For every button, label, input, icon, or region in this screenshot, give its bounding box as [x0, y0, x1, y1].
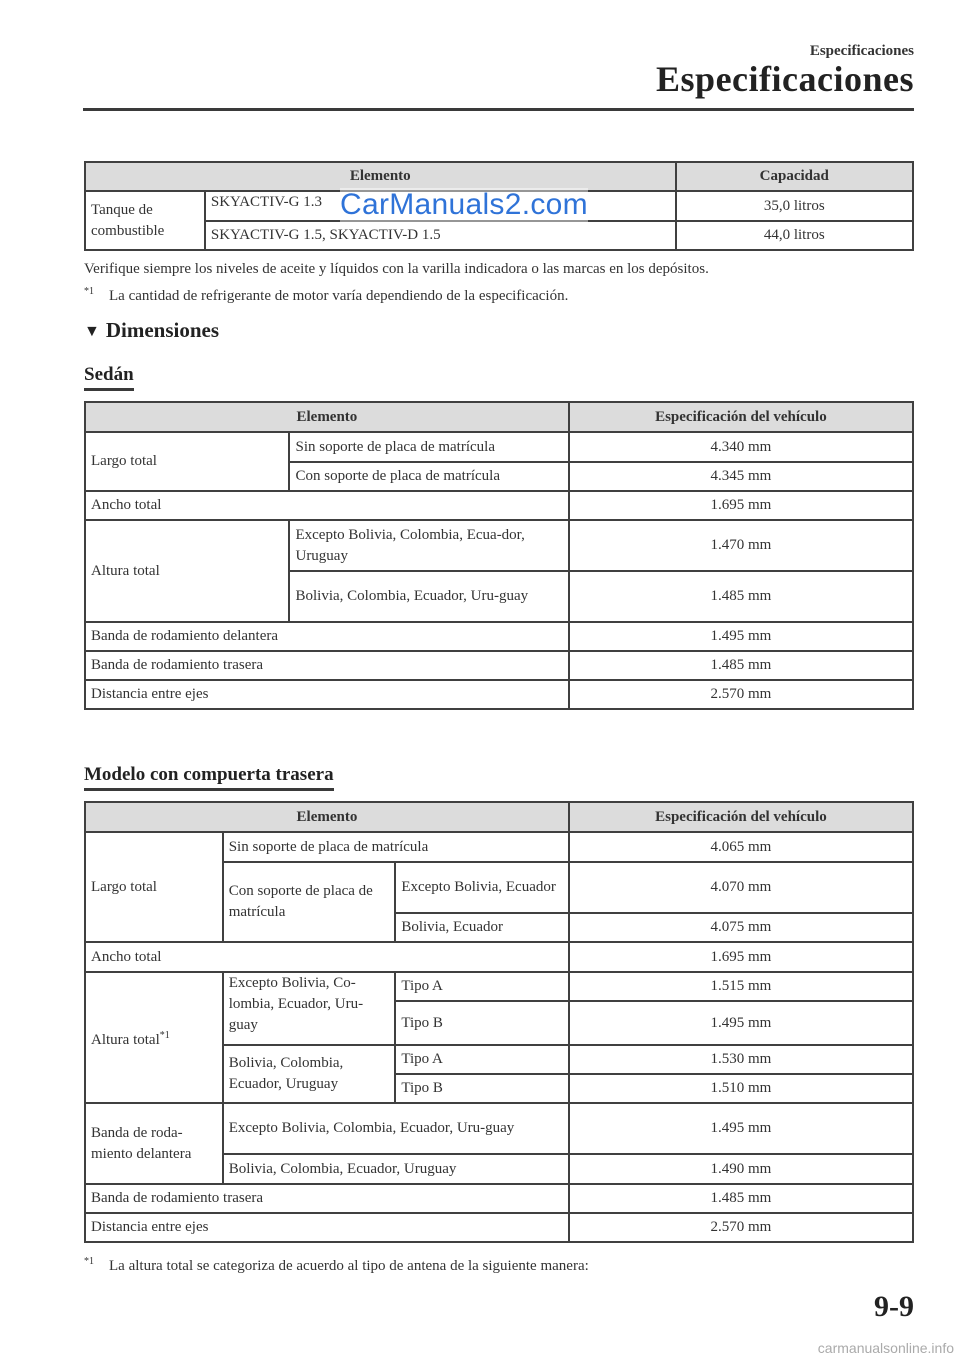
footnote-marker: *1: [84, 286, 94, 297]
item-label: Banda de rodamiento trasera: [85, 1184, 569, 1213]
item-label: Ancho total: [85, 942, 569, 972]
region-cell: Excepto Bolivia, Co-lombia, Ecuador, Uru-guay: [223, 972, 396, 1045]
footnote: [84, 286, 568, 305]
value-cell: 1.695 mm: [569, 942, 913, 972]
item-label: Banda de roda-miento delantera: [85, 1103, 223, 1184]
value-cell: 2.570 mm: [569, 1213, 913, 1242]
triangle-down-icon: ▼: [84, 323, 100, 340]
value-cell: 1.510 mm: [569, 1074, 913, 1103]
condition-cell: Bolivia, Colombia, Ecuador, Uruguay: [223, 1154, 569, 1184]
altura-footnote-marker: *1: [159, 1029, 170, 1041]
item-label: Altura total: [85, 520, 289, 622]
antenna-type-cell: Tipo B: [395, 1001, 569, 1045]
value-cell: 1.495 mm: [569, 622, 913, 651]
item-label: Ancho total: [85, 491, 569, 520]
table-row: [85, 1213, 913, 1242]
value-cell: 1.515 mm: [569, 972, 913, 1001]
value-cell: 1.695 mm: [569, 491, 913, 520]
item-label: Distancia entre ejes: [85, 1213, 569, 1242]
sedan-dimensions-table: [84, 401, 914, 710]
table-row: [85, 832, 913, 862]
value-cell: 35,0 litros: [676, 191, 913, 221]
region-cell: Bolivia, Colombia, Ecuador, Uruguay: [223, 1045, 396, 1103]
table-row: [85, 520, 913, 571]
running-header-title: Especificaciones: [656, 59, 914, 99]
header-especificacion: Especificación del vehículo: [569, 402, 913, 432]
table-row: [85, 680, 913, 709]
item-label: Banda de rodamiento trasera: [85, 651, 569, 680]
page-number: 9-9: [874, 1290, 914, 1323]
value-cell: 1.490 mm: [569, 1154, 913, 1184]
condition-cell: Sin soporte de placa de matrícula: [289, 432, 568, 462]
subsection-title-hatchback: Modelo con compuerta trasera: [84, 764, 334, 788]
table-row: [85, 622, 913, 651]
table-header-row: [85, 802, 913, 832]
condition-cell: Sin soporte de placa de matrícula: [223, 832, 569, 862]
value-cell: 2.570 mm: [569, 680, 913, 709]
antenna-type-cell: Tipo B: [395, 1074, 569, 1103]
subsection-title-sedan: Sedán: [84, 364, 134, 388]
table-row: [85, 221, 913, 250]
hatchback-dimensions-table: [84, 801, 914, 1243]
table-row: [85, 1184, 913, 1213]
table-row: [85, 491, 913, 520]
table-row: [85, 1103, 913, 1154]
value-cell: 4.345 mm: [569, 462, 913, 491]
item-label: Distancia entre ejes: [85, 680, 569, 709]
footnote-marker: *1: [84, 1256, 94, 1267]
condition-cell: Excepto Bolivia, Colombia, Ecuador, Uru-guay: [223, 1103, 569, 1154]
header-especificacion: Especificación del vehículo: [569, 802, 913, 832]
value-cell: 44,0 litros: [676, 221, 913, 250]
value-cell: 1.495 mm: [569, 1103, 913, 1154]
condition-cell: Excepto Bolivia, Colombia, Ecua-dor, Uruguay: [289, 520, 568, 571]
header-rule: [83, 108, 914, 111]
section-title: [84, 318, 219, 343]
value-cell: 1.495 mm: [569, 1001, 913, 1045]
table-row: [85, 651, 913, 680]
item-label: [85, 972, 223, 1103]
condition-cell: Con soporte de placa de matrícula: [289, 462, 568, 491]
value-cell: 1.530 mm: [569, 1045, 913, 1074]
value-cell: 4.070 mm: [569, 862, 913, 913]
engine-cell: SKYACTIV-G 1.3: [205, 191, 676, 221]
value-cell: 4.340 mm: [569, 432, 913, 462]
item-label: Largo total: [85, 832, 223, 942]
value-cell: 4.075 mm: [569, 913, 913, 942]
check-note: Verifique siempre los niveles de aceite y líquidos con la varilla indicadora o las marcas en los depósitos.: [84, 261, 709, 277]
running-header-small: Especificaciones: [809, 43, 914, 59]
table-header-row: [85, 402, 913, 432]
item-label: Banda de rodamiento delantera: [85, 622, 569, 651]
engine-cell: SKYACTIV-G 1.5, SKYACTIV-D 1.5: [205, 221, 676, 250]
table-header-row: [85, 162, 913, 191]
watermark-carmanuals: CarManuals2.com: [340, 188, 588, 221]
condition-cell: Bolivia, Colombia, Ecuador, Uru-guay: [289, 571, 568, 622]
table-row: [85, 432, 913, 462]
section-title-text: Dimensiones: [105, 318, 220, 342]
value-cell: 1.485 mm: [569, 571, 913, 622]
header-elemento: Elemento: [85, 402, 569, 432]
table-row: [85, 972, 913, 1001]
footnote-text: La altura total se categoriza de acuerdo al tipo de antena de la siguiente manera:: [109, 1258, 589, 1274]
value-cell: 4.065 mm: [569, 832, 913, 862]
row-group-label: Tanque de combustible: [85, 191, 205, 250]
header-elemento: Elemento: [85, 162, 676, 191]
region-cell: Bolivia, Ecuador: [395, 913, 569, 942]
antenna-type-cell: Tipo A: [395, 1045, 569, 1074]
altura-label-text: Altura total: [91, 1031, 160, 1048]
condition-cell: Con soporte de placa de matrícula: [223, 862, 396, 942]
table-row: [85, 942, 913, 972]
header-capacidad: Capacidad: [676, 162, 913, 191]
value-cell: 1.470 mm: [569, 520, 913, 571]
footnote-text: La cantidad de refrigerante de motor varía dependiendo de la especificación.: [109, 288, 569, 304]
header-elemento: Elemento: [85, 802, 569, 832]
watermark-site: carmanualsonline.info: [817, 1340, 954, 1356]
value-cell: 1.485 mm: [569, 651, 913, 680]
region-cell: Excepto Bolivia, Ecuador: [395, 862, 569, 913]
value-cell: 1.485 mm: [569, 1184, 913, 1213]
item-label: Largo total: [85, 432, 289, 491]
footnote-bottom: [84, 1256, 589, 1275]
antenna-type-cell: Tipo A: [395, 972, 569, 1001]
